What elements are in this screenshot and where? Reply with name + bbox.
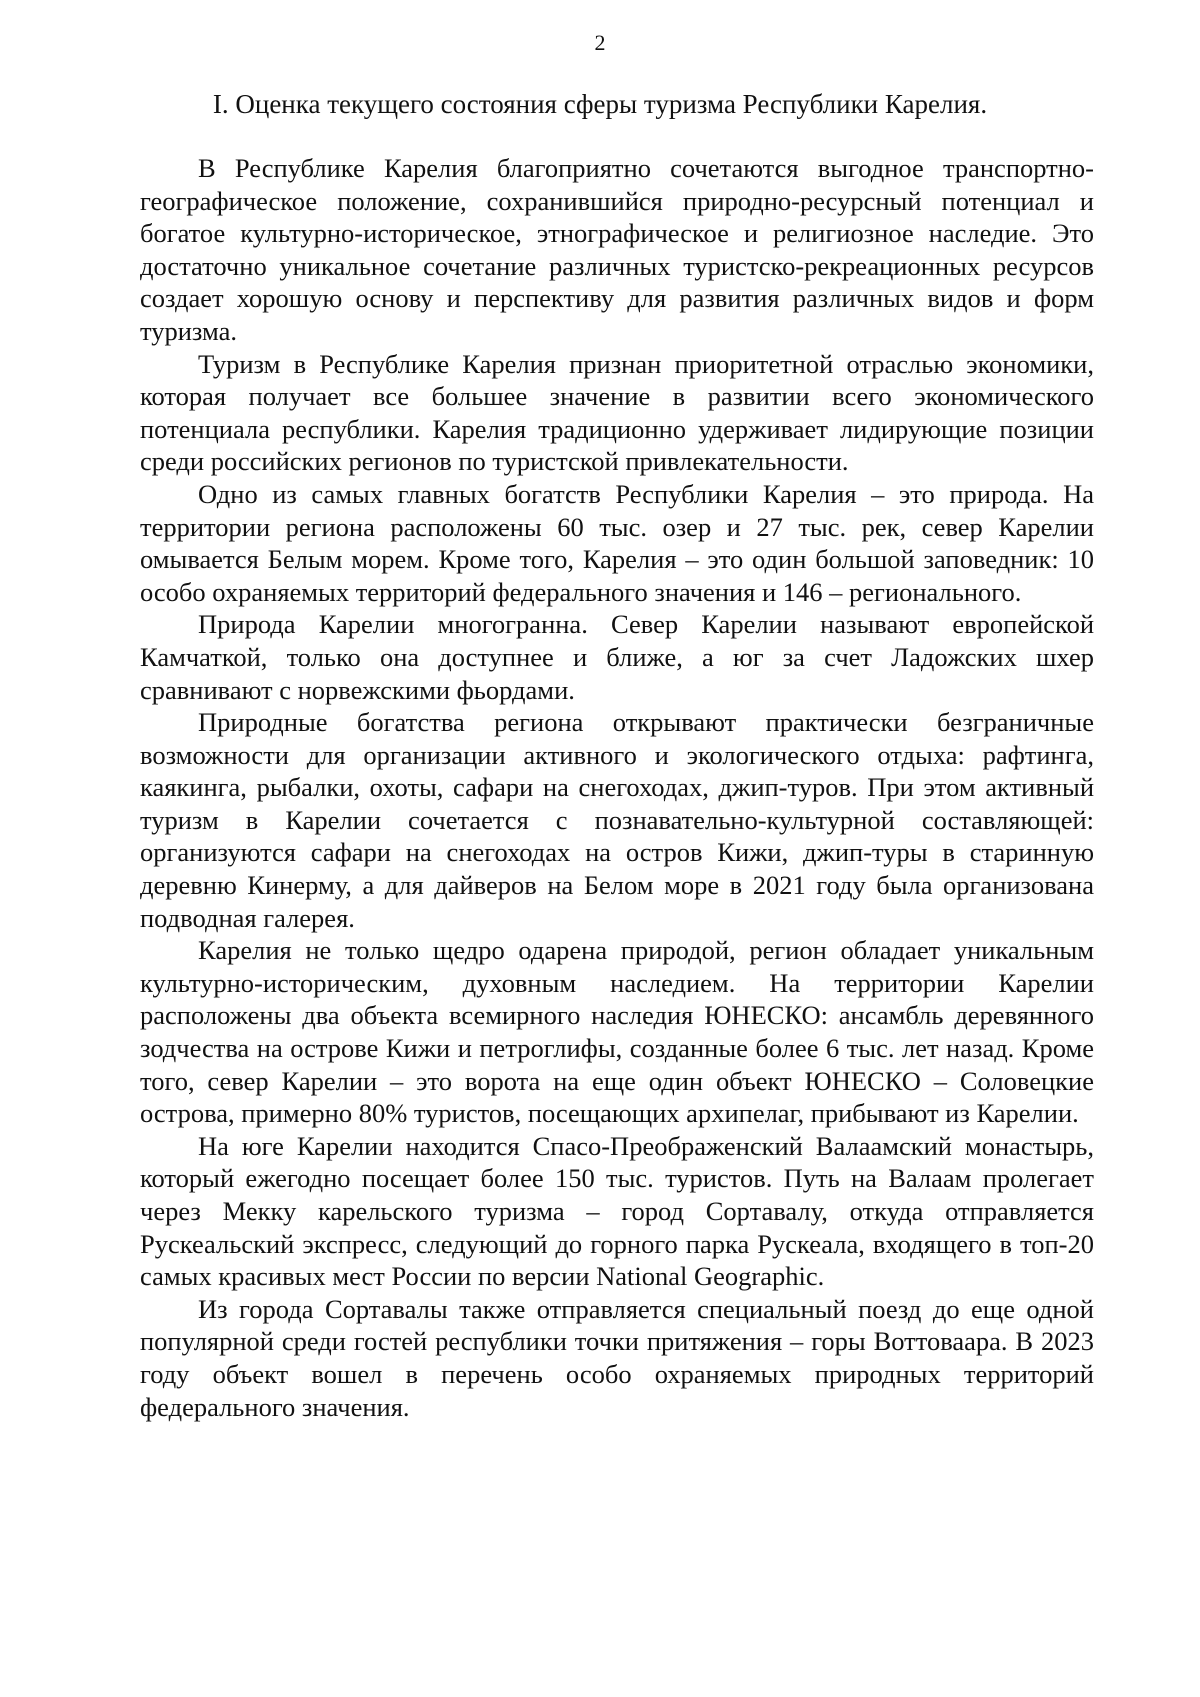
document-body [140, 152, 1094, 1423]
page-number: 2 [594, 30, 606, 55]
paragraph: На юге Карелии находится Спасо-Преображенский Валаамский монастырь, который ежегодно посещает более 150 тыс. туристов. Путь на Валаам пролегает через Мекку карельского туризма – город Сортавалу, откуда отправляется Рускеальский экспресс, следующий до горного парка Рускеала, входящего в топ-20 самых красивых мест России по версии National Geographic. [140, 1130, 1094, 1292]
paragraph: Туризм в Республике Карелия признан приоритетной отраслью экономики, которая получает все большее значение в развитии всего экономического потенциала республики. Карелия традиционно удерживает лидирующие позиции среди российских регионов по туристской привлекательности. [140, 348, 1094, 477]
paragraph: Природные богатства региона открывают практически безграничные возможности для организации активного и экологического отдыха: рафтинга, каякинга, рыбалки, охоты, сафари на снегоходах, джип-туров. При этом активный туризм в Карелии сочетается с познавательно-культурной составляющей: организуются сафари на снегоходах на остров Кижи, джип-туры в старинную деревню Кинерму, а для дайверов на Белом море в 2021 году была организована подводная галерея. [140, 707, 1094, 933]
section-heading: I. Оценка текущего состояния сферы туризма Республики Карелия. [212, 89, 988, 119]
paragraph: Карелия не только щедро одарена природой, регион обладает уникальным культурно-историческим, духовным наследием. На территории Карелии расположены два объекта всемирного наследия ЮНЕСКО: ансамбль деревянного зодчества на острове Кижи и петроглифы, созданные более 6 тыс. лет назад. Кроме того, север Карелии – это ворота на еще один объект ЮНЕСКО – Соловецкие острова, примерно 80% туристов, посещающих архипелаг, прибывают из Карелии. [140, 935, 1094, 1129]
paragraph: Одно из самых главных богатств Республики Карелия – это природа. На территории региона расположены 60 тыс. озер и 27 тыс. рек, север Карелии омывается Белым морем. Кроме того, Карелия – это один большой заповедник: 10 особо охраняемых территорий федерального значения и 146 – регионального. [140, 478, 1094, 607]
paragraph: Из города Сортавалы также отправляется специальный поезд до еще одной популярной среди гостей республики точки притяжения – горы Воттоваара. В 2023 году объект вошел в перечень особо охраняемых природных территорий федерального значения. [140, 1293, 1094, 1422]
paragraph: В Республике Карелия благоприятно сочетаются выгодное транспортно-географическое положение, сохранившийся природно-ресурсный потенциал и богатое культурно-историческое, этнографическое и религиозное наследие. Это достаточно уникальное сочетание различных туристско-рекреационных ресурсов создает хорошую основу и перспективу для развития различных видов и форм туризма. [140, 153, 1094, 346]
paragraph: Природа Карелии многогранна. Север Карелии называют европейской Камчаткой, только она доступнее и ближе, а юг за счет Ладожских шхер сравнивают с норвежскими фьордами. [140, 609, 1094, 705]
